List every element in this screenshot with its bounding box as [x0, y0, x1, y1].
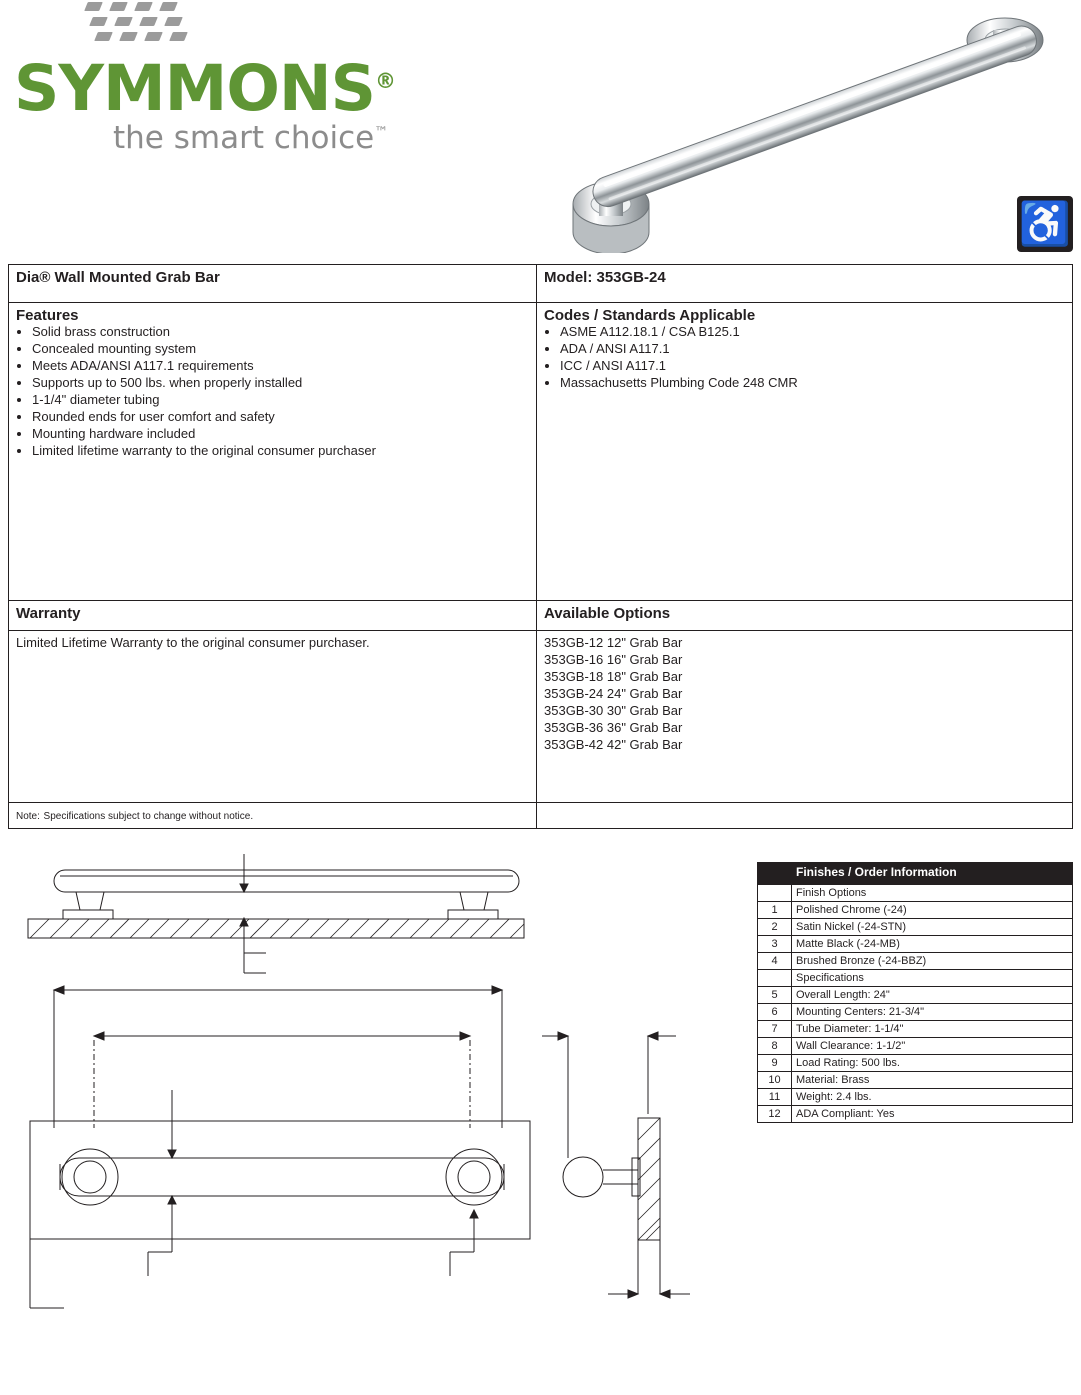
table-row	[758, 1072, 1073, 1089]
row-code: 11	[758, 1089, 792, 1106]
table-row	[758, 936, 1073, 953]
warranty-text: Limited Lifetime Warranty to the original consumer purchaser.	[16, 635, 370, 650]
options-list	[544, 635, 1065, 752]
row-text: Specifications	[792, 970, 1073, 987]
list-item: 353GB-16 16" Grab Bar	[544, 652, 683, 667]
row-text: ADA Compliant: Yes	[792, 1106, 1073, 1123]
table-row	[9, 265, 1073, 303]
table-row	[758, 1004, 1073, 1021]
page-header	[0, 0, 1081, 258]
product-title-cell	[9, 265, 537, 303]
logo-wordmark	[14, 52, 395, 125]
codes-heading: Codes / Standards Applicable	[544, 307, 756, 324]
row-text: Matte Black (-24-MB)	[792, 936, 1073, 953]
logo-wordmark-text: SYMMONS	[14, 52, 376, 125]
warranty-heading-cell	[9, 601, 537, 631]
model-title-cell	[537, 265, 1073, 303]
table-row	[758, 902, 1073, 919]
warranty-heading: Warranty	[16, 605, 81, 622]
note-text: Specifications subject to change without notice.	[43, 811, 254, 822]
product-photo	[545, 8, 1075, 253]
trademark-mark: ™	[374, 124, 389, 141]
row-code: 6	[758, 1004, 792, 1021]
row-text: Brushed Bronze (-24-BBZ)	[792, 953, 1073, 970]
table-row	[758, 1106, 1073, 1123]
warranty-cell	[9, 631, 537, 803]
list-item: 353GB-36 36" Grab Bar	[544, 720, 683, 735]
row-code: 2	[758, 919, 792, 936]
specification-table	[8, 264, 1073, 829]
features-cell	[9, 303, 537, 601]
list-item: 353GB-12 12" Grab Bar	[544, 635, 683, 650]
note-blank-cell	[537, 803, 1073, 829]
options-heading-cell	[537, 601, 1073, 631]
features-heading: Features	[16, 307, 79, 324]
table-row	[758, 970, 1073, 987]
list-item: • 1-1/4" diameter tubing	[32, 392, 529, 407]
list-item: 353GB-30 30" Grab Bar	[544, 703, 683, 718]
row-code: 7	[758, 1021, 792, 1038]
row-text: Weight: 2.4 lbs.	[792, 1089, 1073, 1106]
logo-tagline	[113, 120, 388, 156]
row-text: Finish Options	[792, 885, 1073, 902]
model-title: Model: 353GB-24	[544, 269, 666, 286]
list-item: 353GB-42 42" Grab Bar	[544, 737, 683, 752]
table-row	[758, 1089, 1073, 1106]
column-header-desc: Finishes / Order Information	[792, 863, 1073, 885]
logo-tagline-text: the smart choice	[113, 120, 375, 156]
note-cell	[9, 803, 537, 829]
list-item: • ASME A112.18.1 / CSA B125.1	[560, 324, 1065, 339]
list-item: • Supports up to 500 lbs. when properly installed	[32, 375, 529, 390]
list-item: 353GB-18 18" Grab Bar	[544, 669, 683, 684]
row-code: 10	[758, 1072, 792, 1089]
wheelchair-accessible-icon: ♿	[1017, 196, 1073, 252]
row-text: Load Rating: 500 lbs.	[792, 1055, 1073, 1072]
row-text: Wall Clearance: 1-1/2"	[792, 1038, 1073, 1055]
list-item: • ICC / ANSI A117.1	[560, 358, 1065, 373]
row-code: 12	[758, 1106, 792, 1123]
table-row	[758, 1021, 1073, 1038]
row-code	[758, 885, 792, 902]
list-item: • ADA / ANSI A117.1	[560, 341, 1065, 356]
registered-mark: ®	[375, 69, 396, 93]
table-row	[758, 1038, 1073, 1055]
note-label: Note:	[16, 811, 40, 822]
table-row	[9, 601, 1073, 631]
row-code: 1	[758, 902, 792, 919]
row-text: Material: Brass	[792, 1072, 1073, 1089]
list-item: • Mounting hardware included	[32, 426, 529, 441]
finish-order-table	[757, 862, 1073, 1123]
row-text: Mounting Centers: 21-3/4"	[792, 1004, 1073, 1021]
table-row	[758, 885, 1073, 902]
row-text: Tube Diameter: 1-1/4"	[792, 1021, 1073, 1038]
codes-cell	[537, 303, 1073, 601]
row-text: Overall Length: 24"	[792, 987, 1073, 1004]
table-row	[758, 953, 1073, 970]
table-row	[758, 919, 1073, 936]
row-code: 5	[758, 987, 792, 1004]
features-list	[16, 324, 529, 458]
row-code: 4	[758, 953, 792, 970]
table-row	[758, 1055, 1073, 1072]
row-code: 9	[758, 1055, 792, 1072]
list-item: • Limited lifetime warranty to the original consumer purchaser	[32, 443, 529, 458]
table-row	[758, 987, 1073, 1004]
row-code	[758, 970, 792, 987]
table-row	[9, 803, 1073, 829]
options-cell	[537, 631, 1073, 803]
list-item: • Concealed mounting system	[32, 341, 529, 356]
row-code: 8	[758, 1038, 792, 1055]
row-text: Satin Nickel (-24-STN)	[792, 919, 1073, 936]
product-title: Dia® Wall Mounted Grab Bar	[16, 269, 220, 286]
list-item: • Rounded ends for user comfort and safety	[32, 409, 529, 424]
list-item: 353GB-24 24" Grab Bar	[544, 686, 683, 701]
list-item: • Meets ADA/ANSI A117.1 requirements	[32, 358, 529, 373]
list-item: • Solid brass construction	[32, 324, 529, 339]
row-text: Polished Chrome (-24)	[792, 902, 1073, 919]
options-heading: Available Options	[544, 605, 671, 622]
table-header-row	[758, 863, 1073, 885]
codes-list	[544, 324, 1065, 390]
column-header-code	[758, 863, 792, 885]
row-code: 3	[758, 936, 792, 953]
list-item: • Massachusetts Plumbing Code 248 CMR	[560, 375, 1065, 390]
table-row	[9, 631, 1073, 803]
table-row	[9, 303, 1073, 601]
